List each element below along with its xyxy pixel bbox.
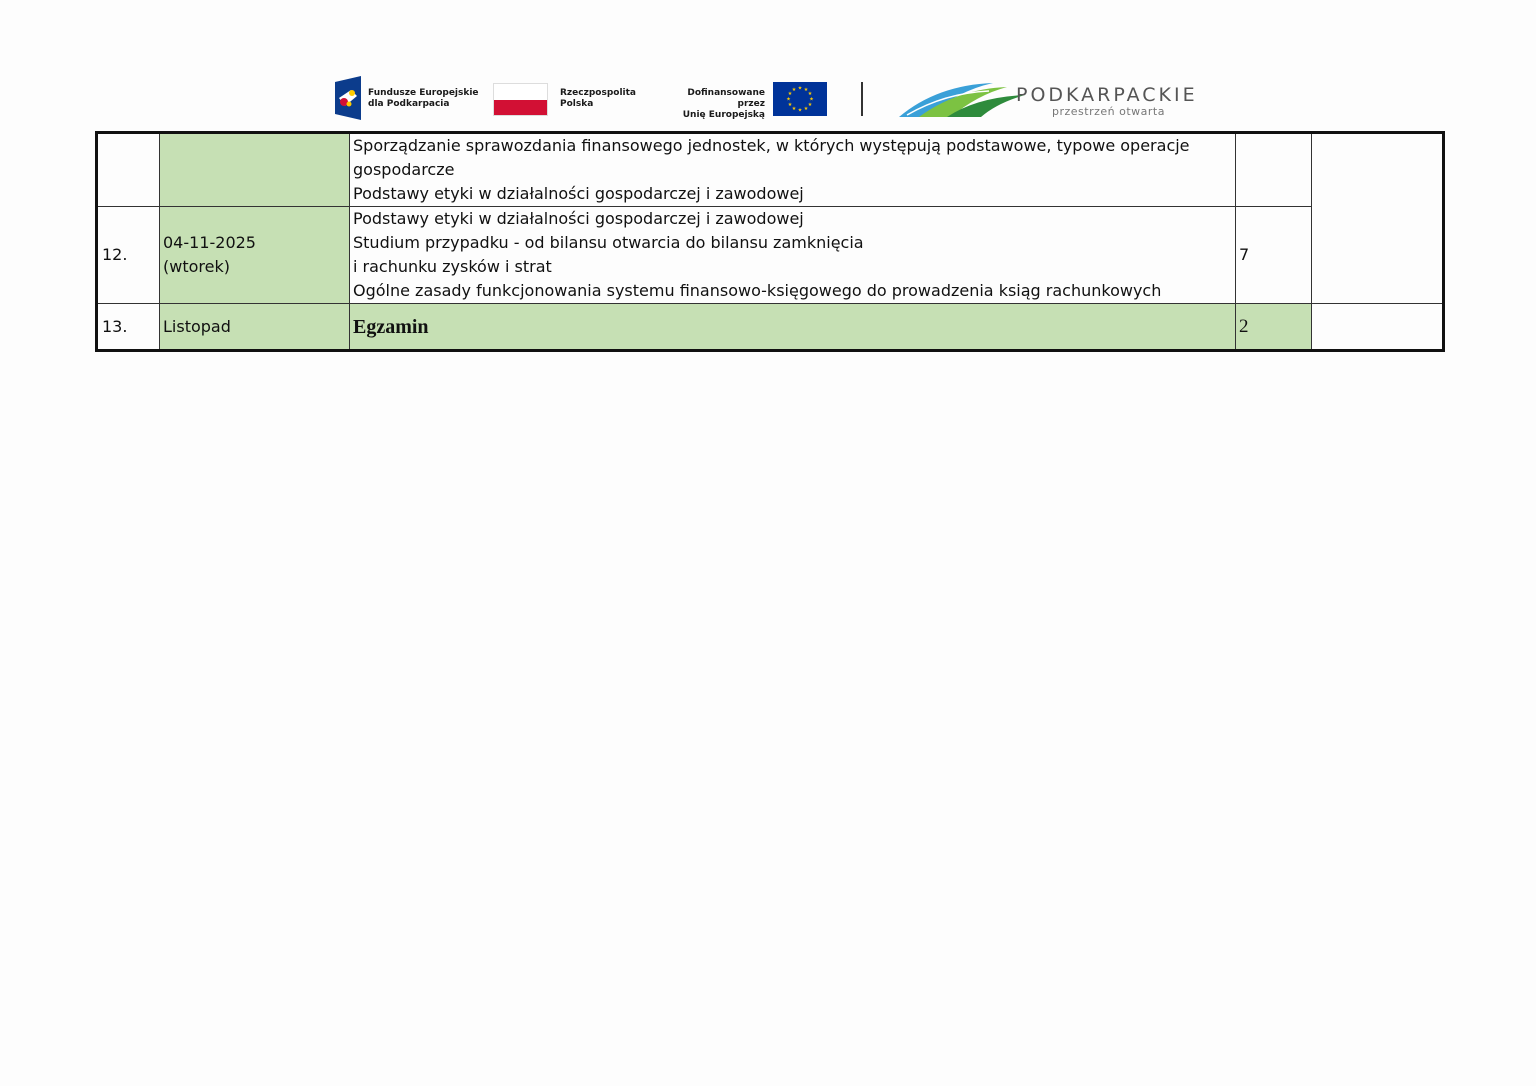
table-row [97,304,1444,351]
svg-text:★: ★ [803,106,809,112]
eu-line1: Dofinansowane przez [687,88,765,109]
eu-flag-icon [773,82,827,116]
exam-title-cell: Egzamin [350,304,1236,351]
row-number-cell: 12. [97,207,160,304]
table-row [97,207,1444,304]
podkarpackie-swoosh-icon [897,79,1027,119]
eu-label [660,88,765,121]
notes-cell [1312,304,1444,351]
pl-line1: Rzeczpospolita [560,88,636,98]
svg-text:★: ★ [803,87,809,93]
notes-cell [1312,133,1444,304]
hours-cell: 7 [1236,207,1312,304]
table-row [97,133,1444,207]
date-value: 04-11-2025 [163,233,256,252]
svg-text:★: ★ [791,106,797,112]
svg-text:★: ★ [797,107,803,114]
hours-cell: 2 [1236,304,1312,351]
pl-line2: Polska [560,99,594,109]
podkarpackie-title: PODKARPACKIE [1016,84,1198,106]
svg-text:★: ★ [791,87,797,93]
date-cell [160,207,350,304]
svg-text:★: ★ [797,85,803,92]
topic-line: Studium przypadku - od bilansu otwarcia do bilansu zamknięcia [353,233,864,252]
svg-text:★: ★ [787,102,793,108]
topic-line: i rachunku zysków i strat [353,257,552,276]
row-number-cell: 13. [97,304,160,351]
topic-line: gospodarcze [353,160,455,179]
schedule-table [95,131,1445,352]
day-value: (wtorek) [163,257,230,276]
date-cell [160,133,350,207]
poland-label [560,88,636,110]
logo-bar [0,74,1536,124]
topic-line: Sporządzanie sprawozdania finansowego jednostek, w których występują podstawowe, typowe operacje [353,136,1190,155]
eu-line2: Unię Europejską [682,110,765,120]
topic-line: Ogólne zasady funkcjonowania systemu finansowo-księgowego do prowadzenia ksiąg rachunkowych [353,281,1162,300]
topic-line: Podstawy etyki w działalności gospodarczej i zawodowej [353,184,804,203]
european-funds-icon [335,76,361,120]
svg-text:★: ★ [786,96,791,103]
european-funds-label [368,88,479,110]
svg-text:★: ★ [787,91,793,97]
date-cell: Listopad [160,304,350,351]
poland-flag-icon [493,83,548,116]
logo-separator [861,82,863,116]
hours-cell [1236,133,1312,207]
fe-line1: Fundusze Europejskie [368,88,479,98]
topic-line: Podstawy etyki w działalności gospodarczej i zawodowej [353,209,804,228]
topics-cell [350,133,1236,207]
svg-text:★: ★ [807,102,813,108]
podkarpackie-subtitle: przestrzeń otwarta [1052,105,1165,118]
fe-line2: dla Podkarpacia [368,99,450,109]
row-number-cell [97,133,160,207]
svg-text:★: ★ [807,91,813,97]
svg-text:★: ★ [809,96,814,103]
topics-cell [350,207,1236,304]
